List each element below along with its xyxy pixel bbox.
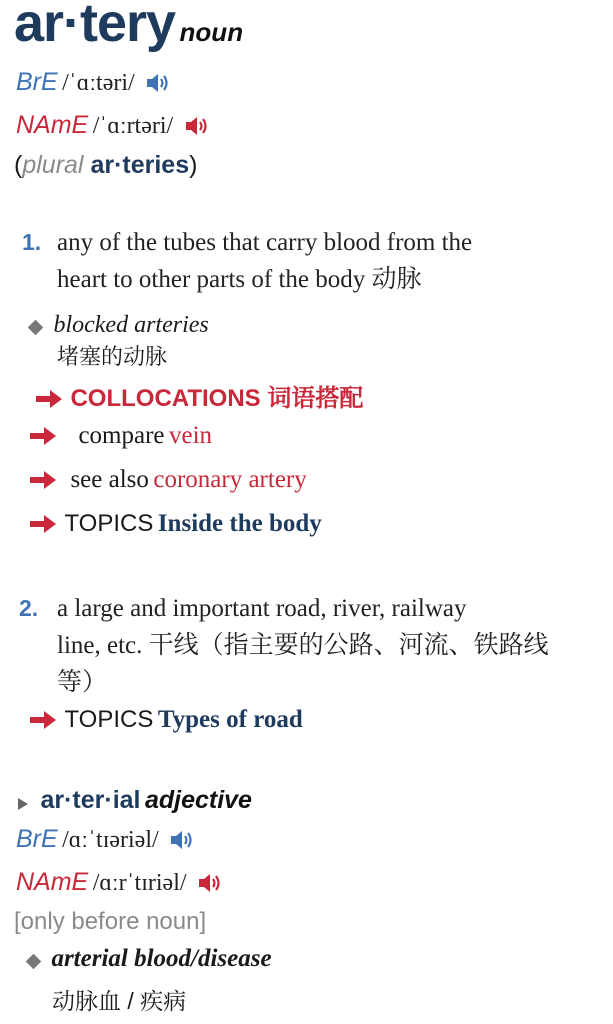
- collocations-label: COLLOCATIONS 词语搭配: [70, 385, 364, 412]
- topics-row-1: [30, 510, 322, 538]
- name-pronunciation: /ˈɑːrtəri/: [92, 113, 174, 139]
- name-pronunciation: /ɑːrˈtɪriəl/: [92, 870, 187, 896]
- topics-row-2: [30, 706, 303, 734]
- collocations-link[interactable]: [36, 378, 363, 413]
- derived-part-of-speech: adjective: [144, 786, 252, 814]
- part-of-speech: noun: [179, 17, 244, 47]
- plural-row: [14, 151, 197, 180]
- derived-example-text: arterial blood/disease: [51, 945, 272, 972]
- derived-name-row: [16, 868, 223, 899]
- derived-word: ar·ter·ial: [40, 786, 141, 814]
- plural-close-paren: ): [189, 151, 198, 179]
- bre-pronunciation: /ˈɑːtəri/: [62, 70, 135, 96]
- triangle-bullet-icon: [18, 798, 28, 810]
- name-pronunciation-row: [16, 111, 210, 142]
- speaker-icon[interactable]: [184, 115, 210, 142]
- sense-2-definition-line-1: a large and important road, river, railway: [57, 595, 467, 622]
- bre-label: BrE: [16, 825, 58, 853]
- headword: ar·tery: [14, 0, 176, 53]
- plural-form: ar·teries: [90, 151, 190, 179]
- diamond-bullet-icon: [28, 320, 44, 336]
- sense-2-definition-line-2: line, etc. 干线（指主要的公路、河流、铁路线: [57, 632, 549, 659]
- see-also-prefix: see also: [70, 466, 149, 493]
- compare-row: [30, 422, 212, 450]
- arrow-right-icon: [30, 471, 56, 494]
- headword-line: [14, 0, 243, 54]
- topics-prefix: TOPICS: [64, 706, 154, 733]
- usage-note: [only before noun]: [14, 908, 207, 935]
- derived-example-translation: 动脉血 / 疾病: [52, 988, 187, 1014]
- topics-prefix: TOPICS: [64, 510, 154, 537]
- name-label: NAmE: [16, 111, 89, 139]
- plural-open-paren: (: [14, 151, 23, 179]
- diamond-bullet-icon: [26, 954, 42, 970]
- derived-headword-row: [18, 786, 252, 815]
- arrow-right-icon: [30, 515, 56, 538]
- arrow-right-icon: [36, 390, 62, 413]
- bre-pronunciation: /ɑːˈtɪəriəl/: [62, 827, 159, 853]
- see-also-row: [30, 466, 307, 494]
- arrow-right-icon: [30, 427, 56, 450]
- speaker-icon[interactable]: [169, 829, 195, 856]
- arrow-right-icon: [30, 711, 56, 734]
- topics-link-inside-the-body[interactable]: Inside the body: [157, 510, 322, 537]
- sense-1-number: 1.: [22, 229, 42, 255]
- topics-link-types-of-road[interactable]: Types of road: [157, 706, 303, 733]
- see-also-link-coronary-artery[interactable]: coronary artery: [153, 466, 307, 493]
- plural-label: plural: [22, 151, 84, 179]
- sense-1-definition-line-2: heart to other parts of the body 动脉: [57, 266, 422, 293]
- sense-2-number: 2.: [19, 595, 39, 621]
- derived-example: [28, 945, 272, 973]
- example-translation: 堵塞的动脉: [57, 344, 168, 369]
- sense-1-example: [30, 312, 209, 339]
- speaker-icon[interactable]: [197, 872, 223, 899]
- sense-2-definition-line-3: 等）: [57, 669, 108, 696]
- name-label: NAmE: [16, 868, 89, 896]
- compare-link-vein[interactable]: vein: [168, 422, 213, 449]
- compare-prefix: compare: [78, 422, 165, 449]
- bre-pronunciation-row: [16, 68, 171, 99]
- bre-label: BrE: [16, 68, 58, 96]
- sense-1-definition-line-1: any of the tubes that carry blood from the: [57, 229, 473, 256]
- derived-bre-row: [16, 825, 195, 856]
- example-text: blocked arteries: [53, 312, 209, 338]
- speaker-icon[interactable]: [145, 72, 171, 99]
